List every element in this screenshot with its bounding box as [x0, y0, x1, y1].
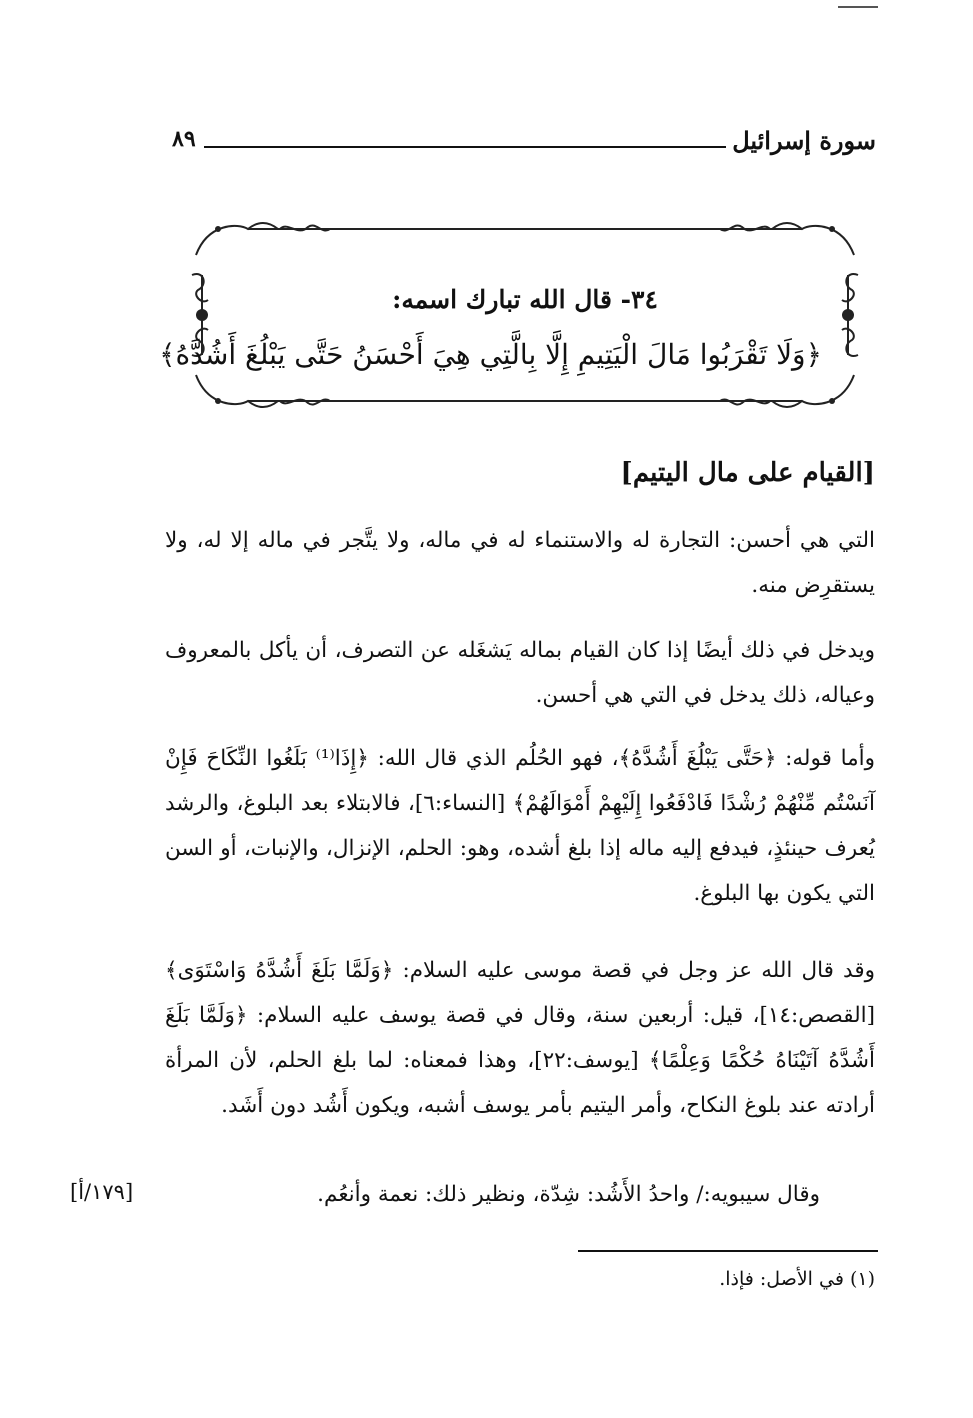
- surah-title: سورة إسرائيل: [732, 126, 876, 155]
- paragraph-3: وأما قوله: ﴿حَتَّى يَبْلُغَ أَشُدَّهُ﴾، فهو الحُلُم الذي قال الله: ﴿إِذَا⁽¹⁾ بَلَغُوا النِّكَاحَ فَإِنْ آنَسْتُم مِّنْهُمْ رُشْدًا فَادْفَعُوا إِلَيْهِمْ أَمْوَالَهُمْ﴾ [النساء:٦]، فالابتلاء بعد البلوغ، والرشد يُعرف حينئذٍ، فيدفع إليه ماله إذا بلغ أشده، وهو: الحلم، الإنزال، والإنبات، أو السن التي يكون بها البلوغ.: [165, 746, 875, 906]
- ornamental-border-icon: [159, 215, 862, 415]
- section-title: [القيام على مال اليتيم]: [620, 458, 875, 488]
- paragraph-2: ويدخل في ذلك أيضًا إذا كان القيام بماله يَشغَله عن التصرف، أن يأكل بالمعروف وعياله، ذلك يدخل في التي هي أحسن.: [165, 638, 875, 708]
- top-edge-rule: [838, 6, 878, 8]
- footnote: (١) في الأصل: فإذا.: [719, 1268, 875, 1290]
- quran-verse: ﴿وَلَا تَقْرَبُوا مَالَ الْيَتِيمِ إِلَّا بِالَّتِي هِيَ أَحْسَنُ حَتَّى يَبْلُغَ أَشُدَّهُ﴾: [159, 338, 822, 371]
- paragraph-5: وقال سيبويه:/ واحدُ الأَشُد: شِدّة، ونظير ذلك: نعمة وأنعُم.: [317, 1182, 820, 1207]
- manuscript-folio-reference: [١٧٩/أ]: [70, 1180, 134, 1204]
- verse-frame: [159, 215, 862, 415]
- verse-heading: ٣٤- قال الله تبارك اسمه:: [392, 285, 658, 314]
- paragraph-4: وقد قال الله عز وجل في قصة موسى عليه السلام: ﴿وَلَمَّا بَلَغَ أَشُدَّهُ وَاسْتَوَى﴾ [القصص:١٤]، قيل: أربعين سنة، وقال في قصة يوسف عليه السلام: ﴿وَلَمَّا بَلَغَ أَشُدَّهُ آتَيْنَاهُ حُكْمًا وَعِلْمًا﴾ [يوسف:٢٢]، وهذا فمعناه: لما بلغ الحلم، لأن المرأة أرادته عند بلوغ النكاح، وأمر اليتيم بأمر يوسف أشبه، ويكون أَشُد دون أَشَد.: [165, 958, 875, 1118]
- footnote-rule: [578, 1250, 878, 1252]
- header-rule: [204, 146, 726, 148]
- page-header: [172, 126, 876, 162]
- page-number: ٨٩: [172, 126, 196, 152]
- paragraph-1: التي هي أحسن: التجارة له والاستنماء له في ماله، ولا يتَّجر في ماله إلا له، ولا يستقرِض منه.: [165, 528, 875, 598]
